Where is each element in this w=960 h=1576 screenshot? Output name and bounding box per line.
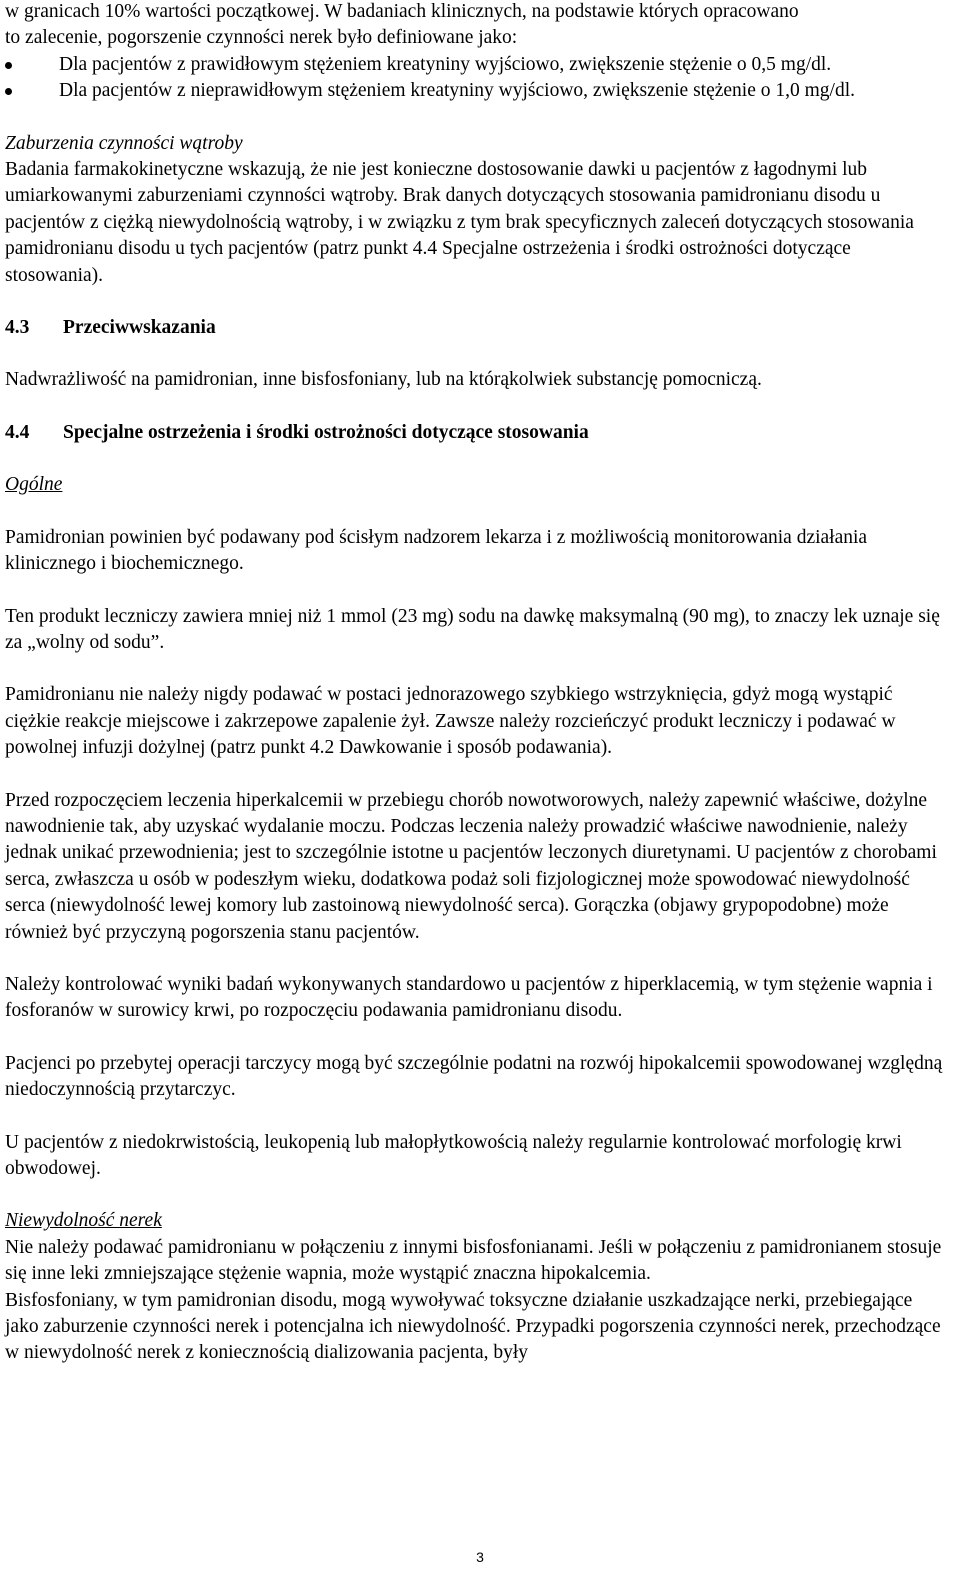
contraindications-paragraph: Nadwrażliwość na pamidronian, inne bisfosfoniany, lub na którąkolwiek substancję pomocniczą. — [5, 369, 762, 391]
kidney-paragraph-1: Nie należy podawać pamidronianu w połączeniu z innymi bisfosfonianami. Jeśli w połączeniu z pamidronianem stosuje się inne leki zmniejszające stężenie wapnia, może wystąpić znaczna hipokalcemia. — [5, 1236, 942, 1285]
criteria-item-normal: Dla pacjentów z prawidłowym stężeniem kreatyniny wyjściowo, zwiększenie stężenie o 0,5 mg/dl. — [5, 52, 950, 78]
general-paragraph-6: Pacjenci po przebytej operacji tarczycy mogą być szczególnie podatni na rozwój hipokalcemii spowodowanej względną niedoczynnością przytarczyc. — [5, 1052, 943, 1101]
general-paragraph-7: U pacjentów z niedokrwistością, leukopenią lub małopłytkowością należy regularnie kontrolować morfologię krwi obwodowej. — [5, 1131, 902, 1179]
intro-line-1: w granicach 10% wartości początkowej. W badaniach klinicznych, na podstawie których opracowano — [5, 1, 799, 22]
section-4-3-heading — [5, 315, 950, 341]
section-4-4-title: Specjalne ostrzeżenia i środki ostrożności dotyczące stosowania — [63, 421, 589, 443]
kidney-paragraph-2: Bisfosfoniany, w tym pamidronian disodu, mogą wywoływać toksyczne działanie uszkadzające nerki, przebiegające jako zaburzenie czynności nerek i potencjalna ich niewydolność. Przypadki pogorszenia czynności nerek, przechodzące w niewydolność nerek z koniecznością dializowania pacjenta, były — [5, 1289, 941, 1364]
general-paragraph-5: Należy kontrolować wyniki badań wykonywanych standardowo u pacjentów z hiperklacemią, w tym stężenie wapnia i fosforanów w surowicy krwi, po rozpoczęciu podawania pamidronianu disodu. — [5, 973, 933, 1022]
document-page — [5, 0, 950, 1367]
general-paragraph-2: Ten produkt leczniczy zawiera mniej niż 1 mmol (23 mg) sodu na dawkę maksymalną (90 mg), to znaczy lek uznaje się za „wolny od sodu”. — [5, 605, 940, 653]
general-paragraph-4: Przed rozpoczęciem leczenia hiperkalcemii w przebiegu chorób nowotworowych, należy zapewnić właściwe, dożylne nawodnienie tak, aby uzyskać wydalanie moczu. Podczas leczenia należy prowadzić właściwe nawodnienie, należy jednak unikać przewodnienia; jest to szczególnie istotne u pacjentów leczonych diuretynami. U pacjentów z chorobami serca, zwłaszcza u osób w podeszłym wieku, dodatkowa podaż soli fizjologicznej może spowodować niewydolność serca (niewydolność lewej komory lub zastoinową niewydolność serca). Gorączka (objawy grypopodobne) może również być przyczyną pogorszenia stanu pacjentów. — [5, 789, 937, 943]
section-4-3-title: Przeciwwskazania — [63, 317, 216, 339]
criteria-item-abnormal: Dla pacjentów z nieprawidłowym stężeniem kreatyniny wyjściowo, zwiększenie stężenie o 1,0 mg/dl. — [5, 78, 950, 104]
general-subheading: Ogólne — [5, 474, 63, 496]
section-4-4-heading — [5, 420, 950, 446]
kidney-subheading: Niewydolność nerek — [5, 1210, 162, 1232]
liver-heading: Zaburzenia czynności wątroby — [5, 132, 243, 154]
general-paragraph-3: Pamidronianu nie należy nigdy podawać w postaci jednorazowego szybkiego wstrzyknięcia, gdyż mogą wystąpić ciężkie reakcje miejscowe i zakrzepowe zapalenie żył. Zawsze należy rozcieńczyć produkt leczniczy i podawać w powolnej infuzji dożylnej (patrz punkt 4.2 Dawkowanie i sposób podawania). — [5, 684, 896, 759]
criteria-list — [5, 52, 950, 105]
liver-paragraph: Badania farmakokinetyczne wskazują, że nie jest konieczne dostosowanie dawki u pacjentów z łagodnymi lub umiarkowanymi zaburzeniami czynności wątroby. Brak danych dotyczących stosowania pamidronianu disodu u pacjentów z ciężką niewydolnością wątroby, i w związku z tym brak specyficznych zaleceń dotyczących stosowania pamidronianu disodu u tych pacjentów (patrz punkt 4.4 Specjalne ostrzeżenia i środki ostrożności dotyczące stosowania). — [5, 159, 914, 286]
intro-line-2: to zalecenie, pogorszenie czynności nerek było definiowane jako: — [5, 27, 518, 49]
section-4-3-number: 4.3 — [5, 317, 30, 339]
general-paragraph-1: Pamidronian powinien być podawany pod ścisłym nadzorem lekarza i z możliwością monitorowania działania klinicznego i biochemicznego. — [5, 526, 868, 575]
page-number: 3 — [476, 1549, 484, 1565]
section-4-4-number: 4.4 — [5, 421, 30, 443]
